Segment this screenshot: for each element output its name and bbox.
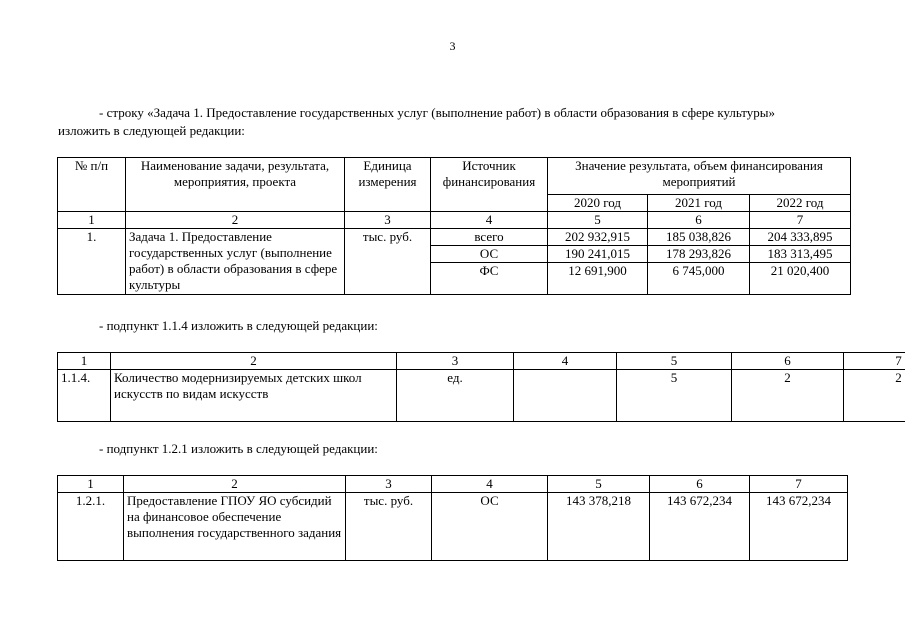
- row-name: Задача 1. Предоставление государственных услуг (выполнение работ) в области образования в сфере культуры: [126, 229, 345, 295]
- row-unit: тыс. руб.: [345, 229, 431, 295]
- row-num: 1.2.1.: [58, 493, 124, 561]
- header-year-2020: 2020 год: [548, 195, 648, 212]
- row-value-1: 143 378,218: [548, 493, 650, 561]
- index-cell: 3: [346, 476, 432, 493]
- row-value-2: 2: [732, 370, 844, 422]
- header-name: Наименование задачи, результата, мероприятия, проекта: [126, 158, 345, 212]
- row-source: ФС: [431, 263, 548, 295]
- index-row: [58, 476, 848, 493]
- row-source: всего: [431, 229, 548, 246]
- intro-line-1: - строку «Задача 1. Предоставление государственных услуг (выполнение работ) в области образования в сфере культуры»: [99, 105, 776, 120]
- row-value-2021: 185 038,826: [648, 229, 750, 246]
- subpoint-1-2-1-text: - подпункт 1.2.1 изложить в следующей редакции:: [99, 441, 378, 456]
- index-row: [58, 212, 851, 229]
- row-value-2022: 204 333,895: [750, 229, 851, 246]
- row-unit: тыс. руб.: [346, 493, 432, 561]
- row-value-3: 2: [844, 370, 905, 422]
- row-value-1: 5: [617, 370, 732, 422]
- index-cell: 6: [732, 353, 844, 370]
- row-value-2020: 202 932,915: [548, 229, 648, 246]
- index-cell: 6: [650, 476, 750, 493]
- index-cell: 7: [750, 476, 848, 493]
- header-value: Значение результата, объем финансирования мероприятий: [548, 158, 851, 195]
- row-num: 1.: [58, 229, 126, 295]
- header-year-2022: 2022 год: [750, 195, 851, 212]
- row-unit: ед.: [397, 370, 514, 422]
- index-cell: 4: [431, 212, 548, 229]
- row-value-2021: 178 293,826: [648, 246, 750, 263]
- table-row: [58, 229, 851, 246]
- intro-line-2: изложить в следующей редакции:: [58, 123, 245, 138]
- index-cell: 1: [58, 353, 111, 370]
- page-number: 3: [449, 39, 456, 53]
- table-row: [58, 493, 848, 561]
- index-cell: 2: [124, 476, 346, 493]
- row-value-2022: 183 313,495: [750, 246, 851, 263]
- index-cell: 1: [58, 212, 126, 229]
- index-cell: 5: [548, 212, 648, 229]
- row-name: Количество модернизируемых детских школ искусств по видам искусств: [111, 370, 397, 422]
- row-value-2020: 12 691,900: [548, 263, 648, 295]
- header-num: № п/п: [58, 158, 126, 212]
- row-value-2020: 190 241,015: [548, 246, 648, 263]
- row-source: ОС: [432, 493, 548, 561]
- row-source: ОС: [431, 246, 548, 263]
- subpoint-1-2-1-table: [57, 475, 848, 561]
- index-row: [58, 353, 905, 370]
- row-name: Предоставление ГПОУ ЯО субсидий на финансовое обеспечение выполнения государственного задания: [124, 493, 346, 561]
- index-cell: 5: [548, 476, 650, 493]
- row-source: [514, 370, 617, 422]
- index-cell: 4: [432, 476, 548, 493]
- index-cell: 1: [58, 476, 124, 493]
- subpoint-1-1-4-table: [57, 352, 905, 422]
- header-unit: Единица измерения: [345, 158, 431, 212]
- index-cell: 2: [111, 353, 397, 370]
- index-cell: 4: [514, 353, 617, 370]
- table-row: [58, 370, 905, 422]
- index-cell: 2: [126, 212, 345, 229]
- header-year-2021: 2021 год: [648, 195, 750, 212]
- task1-table: [57, 157, 851, 295]
- row-value-2022: 21 020,400: [750, 263, 851, 295]
- index-cell: 3: [397, 353, 514, 370]
- subpoint-1-1-4-text: - подпункт 1.1.4 изложить в следующей редакции:: [99, 318, 378, 333]
- row-value-2021: 6 745,000: [648, 263, 750, 295]
- index-cell: 6: [648, 212, 750, 229]
- index-cell: 7: [750, 212, 851, 229]
- index-cell: 5: [617, 353, 732, 370]
- header-source: Источник финансирования: [431, 158, 548, 212]
- row-num: 1.1.4.: [58, 370, 111, 422]
- index-cell: 7: [844, 353, 905, 370]
- index-cell: 3: [345, 212, 431, 229]
- row-value-2: 143 672,234: [650, 493, 750, 561]
- row-value-3: 143 672,234: [750, 493, 848, 561]
